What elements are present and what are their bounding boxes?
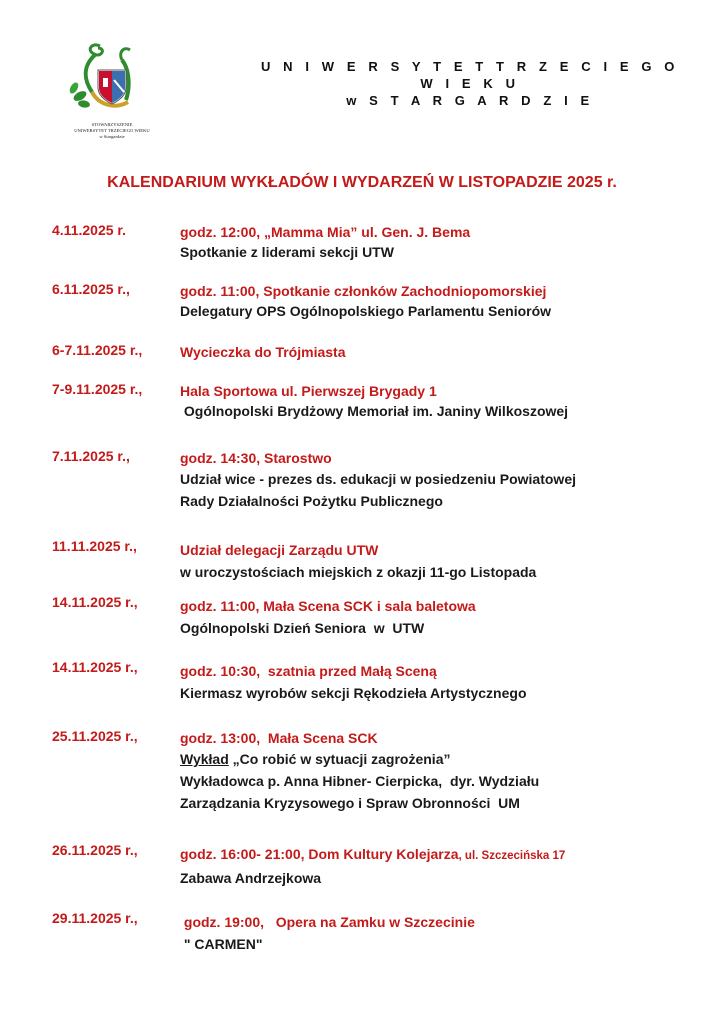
- lecture-label: Wykład: [180, 751, 229, 767]
- event-date: 25.11.2025 r.,: [52, 728, 138, 744]
- event-date: 7-9.11.2025 r.,: [52, 381, 143, 397]
- event-description: Zabawa Andrzejkowa: [180, 870, 322, 886]
- event-time-place: godz. 11:00, Spotkanie członków Zachodniopomorskiej: [180, 283, 547, 299]
- logo-caption-1: STOWARZYSZENIE: [91, 122, 133, 127]
- event-time-place: Wycieczka do Trójmiasta: [180, 344, 346, 360]
- lecturer-info-cont: Zarządzania Kryzysowego i Spraw Obronności UM: [180, 795, 520, 811]
- event-date: 29.11.2025 r.,: [52, 910, 138, 926]
- event-description: Kiermasz wyrobów sekcji Rękodzieła Artystycznego: [180, 685, 527, 701]
- event-description: " CARMEN": [180, 936, 263, 952]
- organization-header: [250, 58, 690, 109]
- event-time-place: godz. 10:30, szatnia przed Małą Sceną: [180, 663, 437, 679]
- logo: [62, 40, 162, 150]
- event-description-cont: Rady Działalności Pożytku Publicznego: [180, 493, 443, 509]
- event-date: 14.11.2025 r.,: [52, 659, 138, 675]
- page-title: KALENDARIUM WYKŁADÓW I WYDARZEŃ W LISTOPADZIE 2025 r.: [107, 174, 617, 191]
- utw-emblem-icon: [62, 40, 162, 120]
- event-date: 4.11.2025 r.: [52, 222, 126, 238]
- event-date: 26.11.2025 r.,: [52, 842, 138, 858]
- event-description: Spotkanie z liderami sekcji UTW: [180, 244, 394, 260]
- org-city: w S T A R G A R D Z I E: [346, 93, 594, 108]
- event-description: Ogólnopolski Brydżowy Memoriał im. Janiny Wilkoszowej: [180, 403, 569, 419]
- event-address: , ul. Szczecińska 17: [458, 850, 566, 862]
- event-description: w uroczystościach miejskich z okazji 11-go Listopada: [180, 564, 537, 580]
- event-date: 6.11.2025 r.,: [52, 281, 130, 297]
- logo-caption-2: UNIWERSYTET TRZECIEGO WIEKU: [74, 128, 150, 133]
- event-date: 11.11.2025 r.,: [52, 538, 137, 554]
- event-time-place: Udział delegacji Zarządu UTW: [180, 542, 379, 558]
- logo-caption-3: w Stargardzie: [99, 134, 125, 139]
- event-time-place: godz. 16:00- 21:00, Dom Kultury Kolejarza: [180, 846, 459, 862]
- event-time-place: godz. 19:00, Opera na Zamku w Szczecinie: [180, 914, 475, 930]
- lecturer-info: Wykładowca p. Anna Hibner- Cierpicka, dyr. Wydziału: [180, 773, 540, 789]
- event-time-place: godz. 14:30, Starostwo: [180, 450, 332, 466]
- event-time-place: godz. 13:00, Mała Scena SCK: [180, 730, 378, 746]
- event-date: 14.11.2025 r.,: [52, 594, 138, 610]
- event-description: Udział wice - prezes ds. edukacji w posiedzeniu Powiatowej: [180, 471, 576, 487]
- event-description: Ogólnopolski Dzień Seniora w UTW: [180, 620, 425, 636]
- event-time-place: Hala Sportowa ul. Pierwszej Brygady 1: [180, 383, 437, 399]
- lecture-title: „Co robić w sytuacji zagrożenia”: [228, 751, 451, 767]
- event-time-place: godz. 11:00, Mała Scena SCK i sala baletowa: [180, 598, 476, 614]
- event-date: 7.11.2025 r.,: [52, 448, 130, 464]
- org-name: U N I W E R S Y T E T T R Z E C I E G O W I E K U: [260, 59, 679, 91]
- event-time-place: godz. 12:00, „Mamma Mia” ul. Gen. J. Bema: [180, 224, 471, 240]
- event-description: Delegatury OPS Ogólnopolskiego Parlamentu Seniorów: [180, 303, 552, 319]
- event-date: 6-7.11.2025 r.,: [52, 342, 143, 358]
